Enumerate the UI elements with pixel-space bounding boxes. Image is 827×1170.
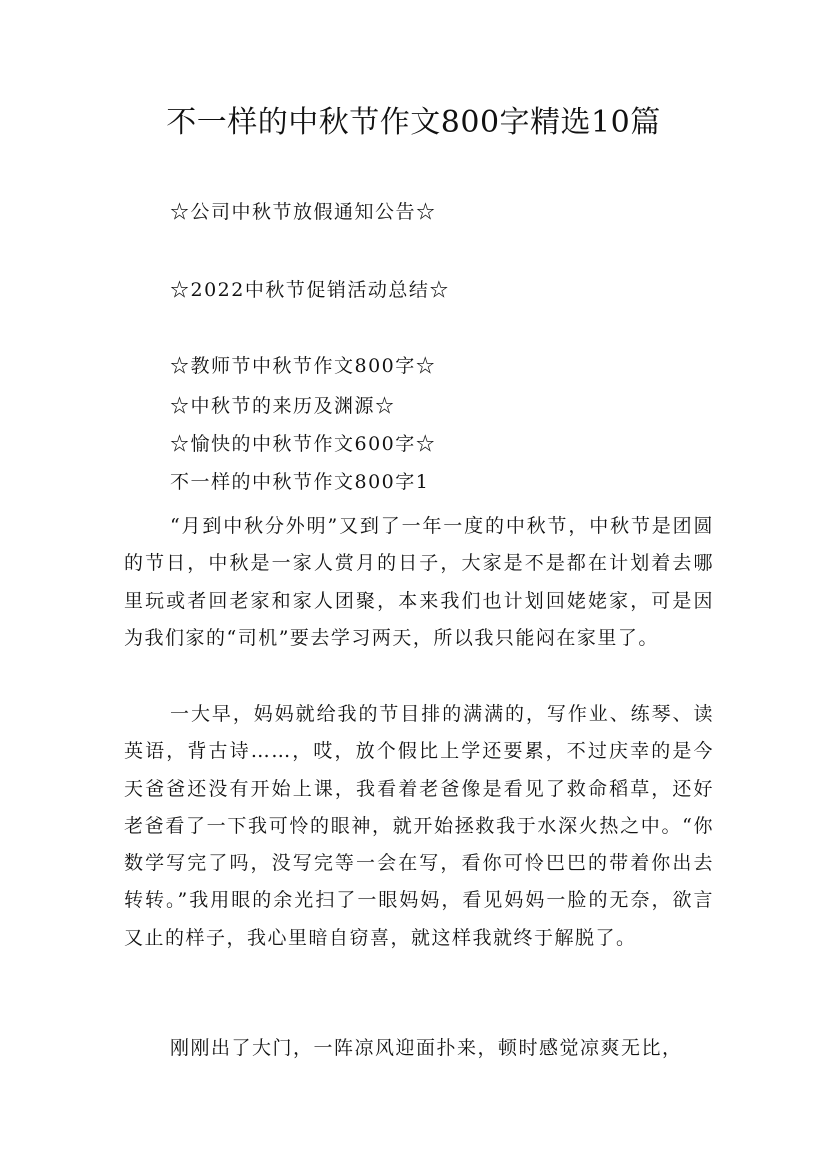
essay-heading: 不一样的中秋节作文800字1 — [170, 471, 430, 493]
related-link-promotion-summary[interactable]: ☆2022中秋节促销活动总结☆ — [170, 279, 450, 301]
document-title: 不一样的中秋节作文800字精选10篇 — [166, 105, 661, 140]
essay-paragraph: “月到中秋分外明”又到了一年一度的中秋节，中秋节是团圆的节日，中秋是一家人赏月的日子，大家是不是都在计划着去哪里玩或者回老家和家人团聚，本来我们也计划回姥姥家，可是因为我们家的“司机”要去学习两天，所以我只能闷在家里了。 — [124, 515, 714, 649]
related-link-holiday-notice[interactable]: ☆公司中秋节放假通知公告☆ — [170, 201, 437, 223]
related-link-happy-festival-essay[interactable]: ☆愉快的中秋节作文600字☆ — [170, 433, 437, 455]
essay-paragraph: 一大早，妈妈就给我的节目排的满满的，写作业、练琴、读英语，背古诗……，哎，放个假比上学还要累，不过庆幸的是今天爸爸还没有开始上课，我看着老爸像是看见了救命稻草，还好老爸看了一下我可怜的眼神，就开始拯救我于水深火热之中。“你数学写完了吗，没写完等一会在写，看你可怜巴巴的带着你出去转转。”我用眼的余光扫了一眼妈妈，看见妈妈一脸的无奈，欲言又止的样子，我心里暗自窃喜，就这样我就终于解脱了。 — [124, 703, 714, 949]
essay-paragraph: 刚刚出了大门，一阵凉风迎面扑来，顿时感觉凉爽无比， — [170, 1037, 683, 1059]
related-link-festival-origin[interactable]: ☆中秋节的来历及渊源☆ — [170, 395, 396, 417]
related-link-teachers-day-essay[interactable]: ☆教师节中秋节作文800字☆ — [170, 355, 437, 377]
